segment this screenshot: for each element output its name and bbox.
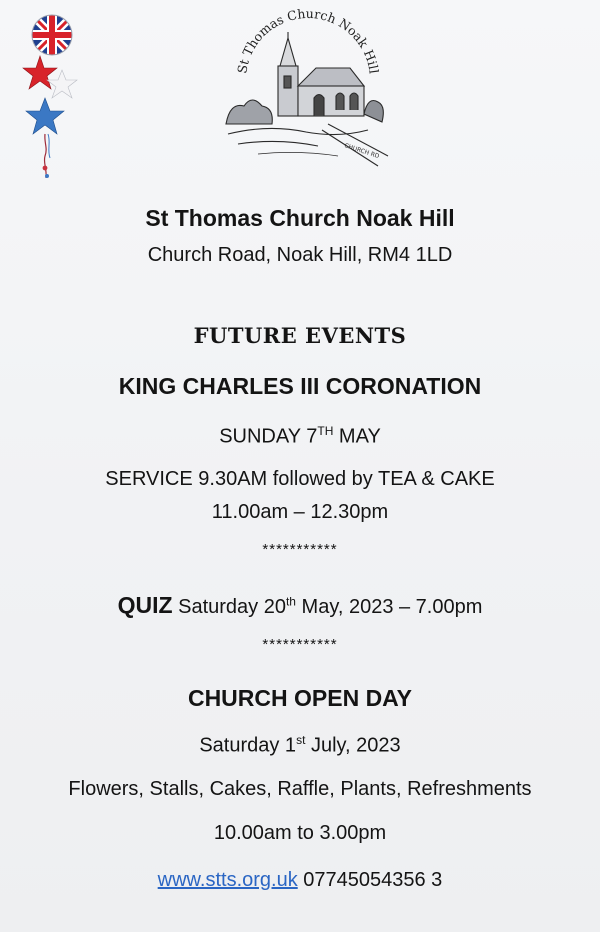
quiz-label: QUIZ	[117, 592, 173, 618]
coronation-time: 11.00am – 12.30pm	[211, 501, 389, 523]
coronation-service: SERVICE 9.30AM followed by TEA & CAKE	[105, 468, 495, 490]
union-jack-balloons-icon	[20, 8, 90, 183]
phone-number: 07745054356 3	[297, 869, 443, 891]
church-name: St Thomas Church Noak Hill	[145, 205, 455, 231]
quiz-line: QUIZ Saturday 20th May, 2023 – 7.00pm	[117, 592, 483, 618]
contact-line	[0, 869, 600, 892]
section-heading: FUTURE EVENTS	[193, 323, 407, 348]
church-address: Church Road, Noak Hill, RM4 1LD	[147, 244, 453, 266]
road-sign-text: CHURCH RD	[343, 142, 381, 161]
open-day-time: 10.00am to 3.00pm	[213, 822, 387, 844]
svg-text:St Thomas Church Noak Hill	[234, 6, 381, 74]
logo-ring-text: St Thomas Church Noak Hill	[234, 6, 382, 75]
coronation-title: KING CHARLES III CORONATION	[118, 373, 482, 399]
open-day-date: Saturday 1st July, 2023	[199, 733, 401, 757]
separator: ***********	[262, 541, 338, 558]
website-link[interactable]: www.stts.org.uk	[157, 869, 298, 891]
open-day-activities: Flowers, Stalls, Cakes, Raffle, Plants, Refreshments	[68, 778, 532, 800]
open-day-title: CHURCH OPEN DAY	[187, 685, 413, 711]
separator: ***********	[262, 636, 338, 653]
coronation-date: SUNDAY 7TH MAY	[219, 424, 381, 448]
church-logo	[218, 6, 396, 174]
